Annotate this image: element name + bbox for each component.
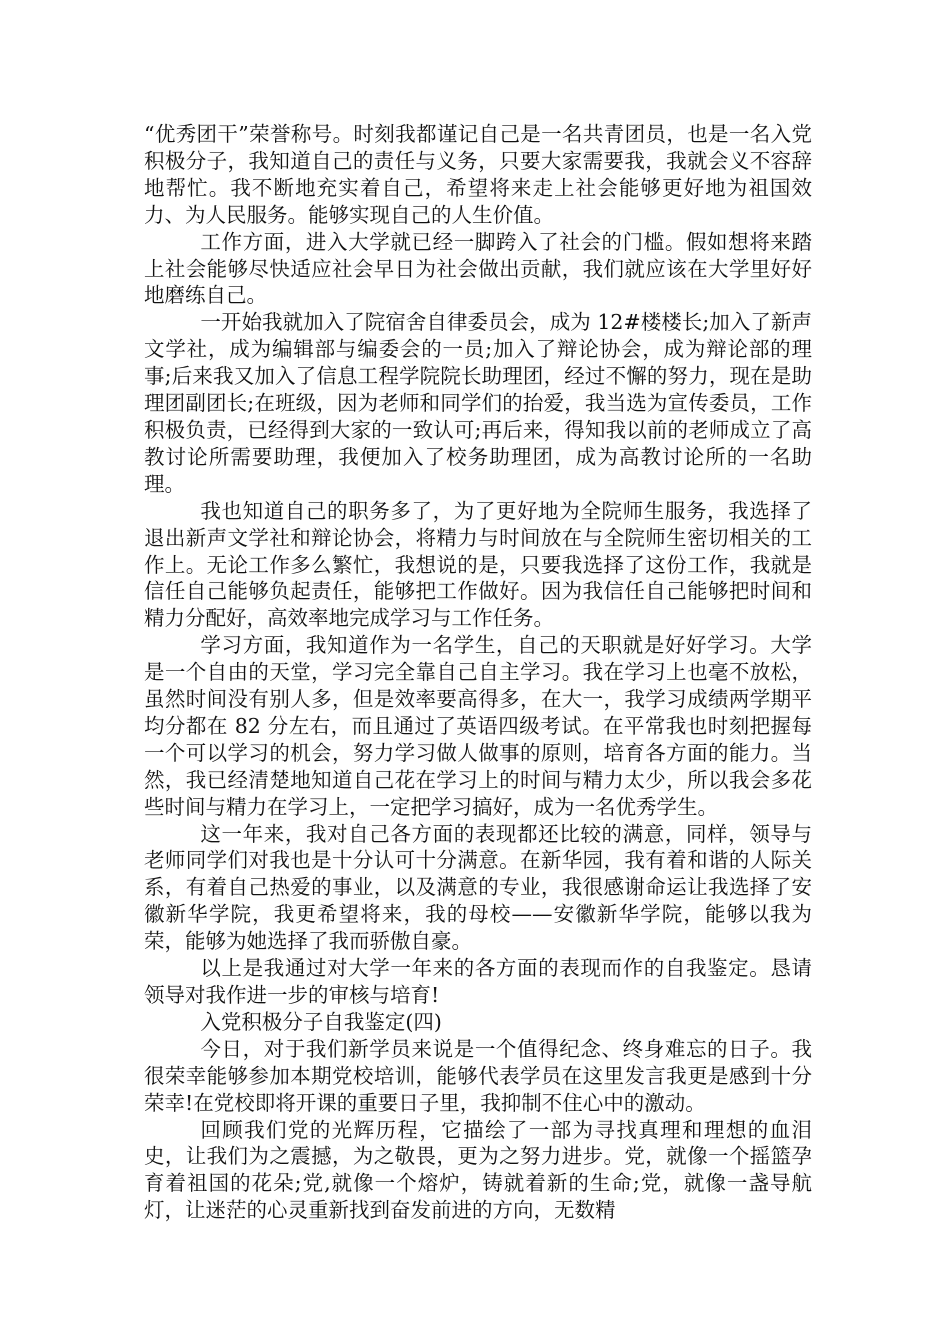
section-heading: 入党积极分子自我鉴定(四) [200, 1009, 442, 1034]
document-page [144, 121, 812, 1224]
paragraph-conclusion: 以上是我通过对大学一年来的各方面的表现而作的自我鉴定。恳请领导对我作进一步的审核与培育! [144, 956, 812, 1007]
paragraph-today: 今日，对于我们新学员来说是一个值得纪念、终身难忘的日子。我很荣幸能够参加本期党校培训，能够代表学员在这里发言我更是感到十分荣幸!在党校即将开课的重要日子里，我抑制不住心中的激动。 [144, 1036, 812, 1115]
paragraph-duties: 我也知道自己的职务多了，为了更好地为全院师生服务，我选择了退出新声文学社和辩论协会，将精力与时间放在与全院师生密切相关的工作上。无论工作多么繁忙，我想说的是，只要我选择了这份工作，我就是信任自己能够负起责任，能够把工作做好。因为我信任自己能够把时间和精力分配好，高效率地完成学习与工作任务。 [144, 498, 812, 631]
paragraph-history: 回顾我们党的光辉历程，它描绘了一部为寻找真理和理想的血泪史，让我们为之震撼，为之敬畏，更为之努力进步。党，就像一个摇篮孕育着祖国的花朵;党,就像一个熔炉，铸就着新的生命;党，就像一盏导航灯，让迷茫的心灵重新找到奋发前进的方向，无数精 [144, 1117, 812, 1223]
paragraph-continued: “优秀团干”荣誉称号。时刻我都谨记自己是一名共青团员，也是一名入党积极分子，我知道自己的责任与义务，只要大家需要我，我就会义不容辞地帮忙。我不断地充实着自己，希望将来走上社会能够更好地为祖国效力、为人民服务。能够实现自己的人生价值。 [144, 122, 812, 227]
paragraph-work-intro: 工作方面，进入大学就已经一脚跨入了社会的门槛。假如想将来踏上社会能够尽快适应社会早日为社会做出贡献，我们就应该在大学里好好地磨练自己。 [144, 229, 812, 308]
paragraph-year-review: 这一年来，我对自己各方面的表现都还比较的满意，同样，领导与老师同学们对我也是十分认可十分满意。在新华园，我有着和谐的人际关系，有着自己热爱的事业，以及满意的专业，我很感谢命运让我选择了安徽新华学院，我更希望将来，我的母校——安徽新华学院，能够以我为荣，能够为她选择了我而骄傲自豪。 [144, 821, 812, 954]
paragraph-positions: 一开始我就加入了院宿舍自律委员会，成为 12#楼楼长;加入了新声文学社，成为编辑部与编委会的一员;加入了辩论协会，成为辩论部的理事;后来我又加入了信息工程学院院长助理团，经过不懈的努力，现在是助理团副团长;在班级，因为老师和同学们的抬爱，我当选为宣传委员，工作积极负责，已经得到大家的一致认可;再后来，得知我以前的老师成立了高教讨论所需要助理，我便加入了校务助理团，成为高教讨论所的一名助理。 [144, 310, 812, 496]
paragraph-study: 学习方面，我知道作为一名学生，自己的天职就是好好学习。大学是一个自由的天堂，学习完全靠自己自主学习。我在学习上也毫不放松，虽然时间没有别人多，但是效率要高得多，在大一，我学习成绩两学期平均分都在 82 分左右，而且通过了英语四级考试。在平常我也时刻把握每一个可以学习的机会，努力学习做人做事的原则，培育各方面的能力。当然，我已经清楚地知道自己花在学习上的时间与精力太少，所以我会多花些时间与精力在学习上，一定把学习搞好，成为一名优秀学生。 [144, 633, 812, 819]
